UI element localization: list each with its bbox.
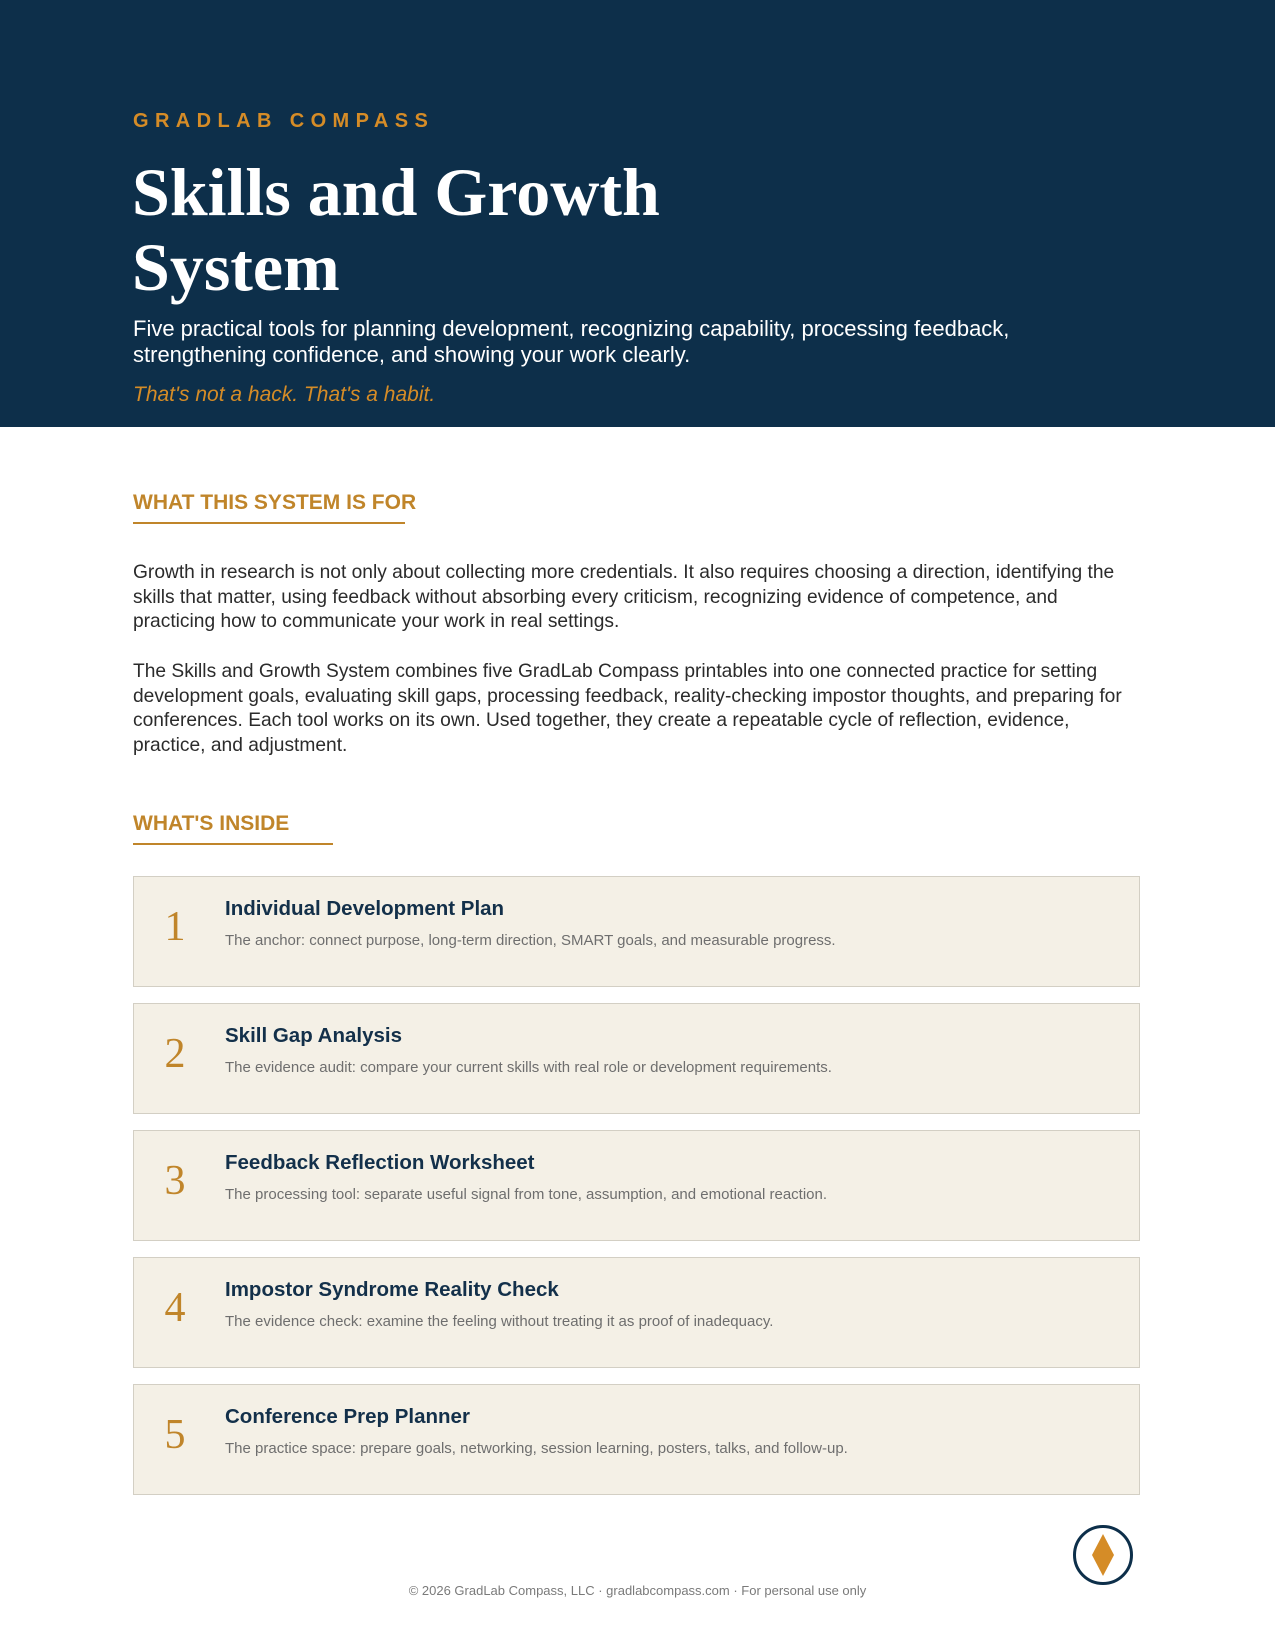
tool-description: The anchor: connect purpose, long-term direction, SMART goals, and measurable progress. <box>225 932 836 949</box>
purpose-paragraph-2: The Skills and Growth System combines five GradLab Compass printables into one connected practice for setting development goals, evaluating skill gaps, processing feedback, reality-checking impostor thoughts, and preparing for conferences. Each tool works on its own. Used together, they create a repeatable cycle of reflection, evidence, practice, and adjustment. <box>133 661 1122 757</box>
footer-copyright: © 2026 GradLab Compass, LLC · gradlabcompass.com · For personal use only <box>408 1583 867 1598</box>
tool-number: 2 <box>164 1031 186 1077</box>
tool-number: 3 <box>164 1158 186 1204</box>
tool-number: 1 <box>164 904 186 950</box>
tool-card-idp <box>133 876 1140 987</box>
tool-card-skill-gap <box>133 1003 1140 1114</box>
tool-title: Skill Gap Analysis <box>225 1024 402 1047</box>
tool-title: Impostor Syndrome Reality Check <box>225 1278 559 1301</box>
tool-title: Conference Prep Planner <box>225 1405 470 1428</box>
compass-diamond-icon <box>1072 1524 1134 1586</box>
tool-card-impostor <box>133 1257 1140 1368</box>
tool-description: The processing tool: separate useful signal from tone, assumption, and emotional reaction. <box>225 1186 828 1203</box>
tool-card-conference <box>133 1384 1140 1495</box>
tool-title: Feedback Reflection Worksheet <box>225 1151 535 1174</box>
purpose-paragraph-1: Growth in research is not only about collecting more credentials. It also requires choosing a direction, identifying the skills that matter, using feedback without absorbing every criticism, recognizing evidence of competence, and practicing how to communicate your work in real settings. <box>133 562 1115 633</box>
tool-description: The practice space: prepare goals, networking, session learning, posters, talks, and follow-up. <box>225 1440 848 1457</box>
inside-heading-rule <box>133 843 333 845</box>
tool-description: The evidence check: examine the feeling without treating it as proof of inadequacy. <box>225 1313 774 1330</box>
tool-description: The evidence audit: compare your current skills with real role or development requirements. <box>225 1059 832 1076</box>
tool-title: Individual Development Plan <box>225 897 505 920</box>
tool-card-feedback <box>133 1130 1140 1241</box>
inside-heading: WHAT'S INSIDE <box>133 812 290 835</box>
purpose-heading: WHAT THIS SYSTEM IS FOR <box>133 491 417 514</box>
page-subtitle: Five practical tools for planning development, recognizing capability, processing feedback, strengthening confidence, and showing your work clearly. <box>133 316 1010 367</box>
brand-name: GRADLAB COMPASS <box>133 110 435 132</box>
purpose-heading-rule <box>133 522 405 524</box>
tool-number: 4 <box>164 1285 186 1331</box>
page-title: Skills and Growth System <box>132 154 660 305</box>
tagline: That's not a hack. That's a habit. <box>133 383 436 406</box>
tool-number: 5 <box>164 1412 186 1458</box>
hero-banner <box>0 0 1275 427</box>
